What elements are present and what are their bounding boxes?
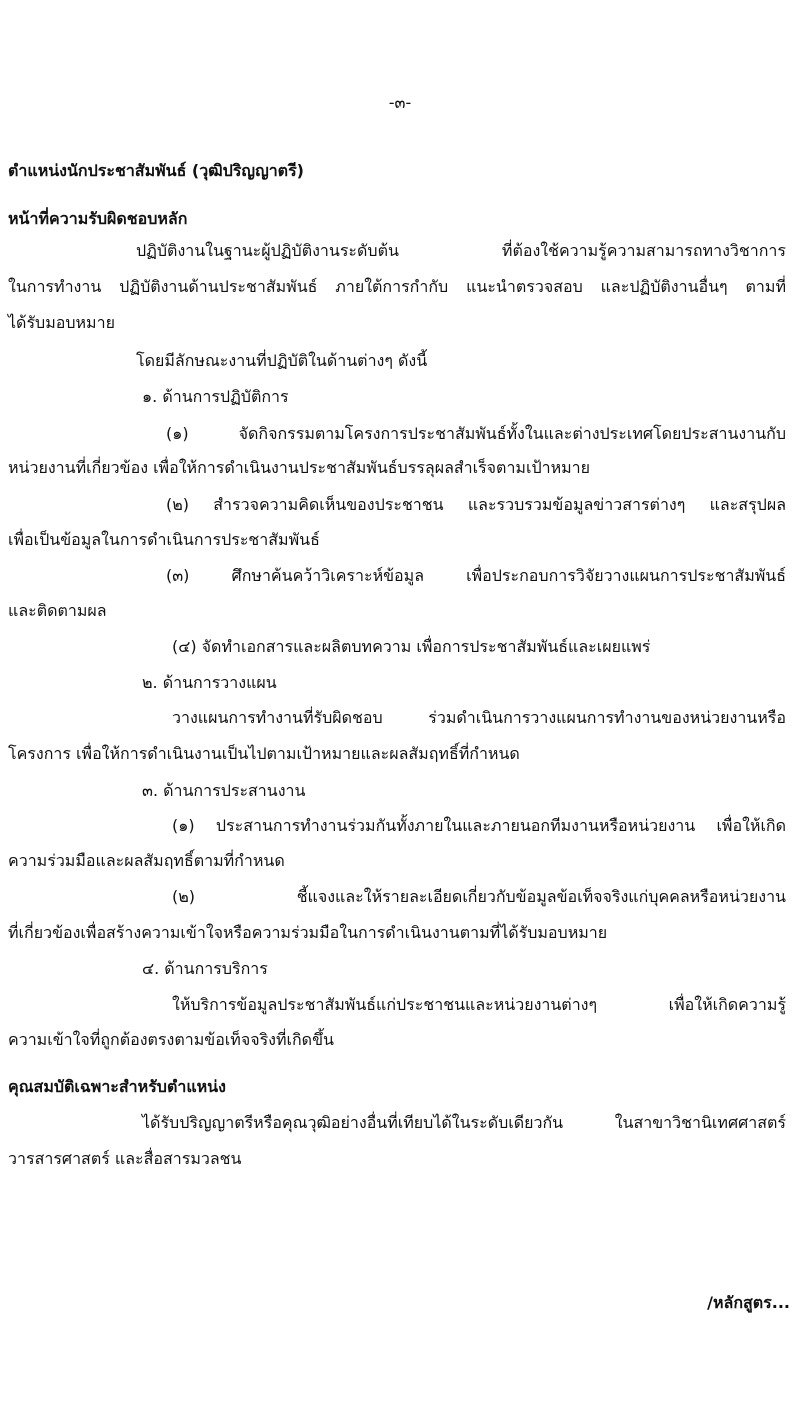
section-title-planning: ๒. ด้านการวางแผน <box>142 673 277 692</box>
duties-intro-line-3: ได้รับมอบหมาย <box>8 313 115 332</box>
qualifications-line-1: ได้รับปริญญาตรีหรือคุณวุฒิอย่างอื่นที่เทียบได้ในระดับเดียวกัน ในสาขาวิชานิเทศศาสตร์ <box>142 1113 786 1132</box>
duties-lead: โดยมีลักษณะงานที่ปฏิบัติในด้านต่างๆ ดังนี้ <box>136 351 428 370</box>
coordination-item-1-line-1: (๑) ประสานการทำงานร่วมกันทั้งภายในและภายนอกทีมงานหรือหน่วยงาน เพื่อให้เกิด <box>172 816 786 835</box>
coordination-item-2-line-1: (๒) ชี้แจงและให้รายละเอียดเกี่ยวกับข้อมูลข้อเท็จจริงแก่บุคคลหรือหน่วยงาน <box>172 887 786 906</box>
operations-item-4: (๔) จัดทำเอกสารและผลิตบทความ เพื่อการประชาสัมพันธ์และเผยแพร่ <box>172 637 651 656</box>
duties-intro-line-1: ปฏิบัติงานในฐานะผู้ปฏิบัติงานระดับต้น ที่ต้องใช้ความรู้ความสามารถทางวิชาการ <box>136 241 786 260</box>
qualifications-line-2: วารสารศาสตร์ และสื่อสารมวลชน <box>8 1149 242 1168</box>
planning-item-line-2: โครงการ เพื่อให้การดำเนินงานเป็นไปตามเป้าหมายและผลสัมฤทธิ์ที่กำหนด <box>8 744 520 763</box>
operations-item-3-line-2: และติดตามผล <box>8 601 107 620</box>
qualifications-heading: คุณสมบัติเฉพาะสำหรับตำแหน่ง <box>8 1077 226 1096</box>
duties-heading: หน้าที่ความรับผิดชอบหลัก <box>8 209 188 228</box>
section-title-service: ๔. ด้านการบริการ <box>142 959 268 978</box>
operations-item-2-line-2: เพื่อเป็นข้อมูลในการดำเนินการประชาสัมพันธ์ <box>8 530 320 549</box>
planning-item-line-1: วางแผนการทำงานที่รับผิดชอบ ร่วมดำเนินการวางแผนการทำงานของหน่วยงานหรือ <box>172 708 786 727</box>
coordination-item-1-line-2: ความร่วมมือและผลสัมฤทธิ์ตามที่กำหนด <box>8 851 285 870</box>
section-title-coordination: ๓. ด้านการประสานงาน <box>142 781 306 800</box>
operations-item-1-line-1: (๑) จัดกิจกรรมตามโครงการประชาสัมพันธ์ทั้งในและต่างประเทศโดยประสานงานกับ <box>166 424 786 443</box>
operations-item-1-line-2: หน่วยงานที่เกี่ยวข้อง เพื่อให้การดำเนินงานประชาสัมพันธ์บรรลุผลสำเร็จตามเป้าหมาย <box>8 458 591 477</box>
section-title-operations: ๑. ด้านการปฏิบัติการ <box>142 387 289 406</box>
position-title: ตำแหน่งนักประชาสัมพันธ์ (วุฒิปริญญาตรี) <box>8 161 304 180</box>
duties-intro-line-2: ในการทำงาน ปฏิบัติงานด้านประชาสัมพันธ์ ภายใต้การกำกับ แนะนำตรวจสอบ และปฏิบัติงานอื่นๆ ตามที่ <box>8 277 786 296</box>
service-item-line-1: ให้บริการข้อมูลประชาสัมพันธ์แก่ประชาชนและหน่วยงานต่างๆ เพื่อให้เกิดความรู้ <box>172 995 786 1014</box>
service-item-line-2: ความเข้าใจที่ถูกต้องตรงตามข้อเท็จจริงที่เกิดขึ้น <box>8 1030 334 1049</box>
page-number: -๓- <box>388 93 412 112</box>
operations-item-2-line-1: (๒) สำรวจความคิดเห็นของประชาชน และรวบรวมข้อมูลข่าวสารต่างๆ และสรุปผล <box>166 495 786 514</box>
continuation-note: /หลักสูตร... <box>707 1293 790 1312</box>
coordination-item-2-line-2: ที่เกี่ยวข้องเพื่อสร้างความเข้าใจหรือความร่วมมือในการดำเนินงานตามที่ได้รับมอบหมาย <box>8 923 608 942</box>
operations-item-3-line-1: (๓) ศึกษาค้นคว้าวิเคราะห์ข้อมูล เพื่อประกอบการวิจัยวางแผนการประชาสัมพันธ์ <box>166 566 786 585</box>
